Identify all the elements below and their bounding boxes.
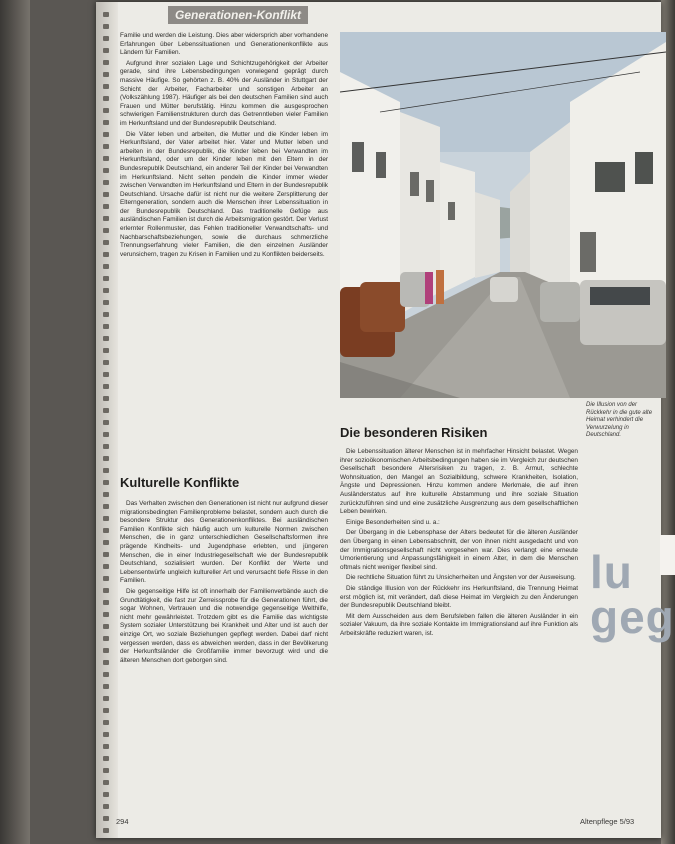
binder-mark <box>103 312 109 317</box>
paragraph: Der Übergang in die Lebensphase der Alters bedeutet für die älteren Ausländer den Übergang in einen Lebensabschnitt, der von ihnen nicht ausgedacht und von der Immigrationsgesellschaft nicht vorgesehen war. Dies verlangt eine erneute Umorientierung und Anpassungsfähigkeit in einem Alter, in dem die Menschen oftmals nicht weniger flexibel sind. <box>340 529 578 571</box>
binder-mark <box>103 492 109 497</box>
right-column-body <box>340 448 578 640</box>
binder-mark <box>103 240 109 245</box>
binder-mark <box>103 420 109 425</box>
binder-mark <box>103 12 109 17</box>
binder-mark <box>103 588 109 593</box>
binder-mark <box>103 648 109 653</box>
binder-mark <box>103 72 109 77</box>
heading-kulturelle-konflikte: Kulturelle Konflikte <box>120 475 240 490</box>
paragraph: Familie und werden die Leistung. Dies aber widersprich aber vorhandene Erfahrungen über Lebenssituationen und Generationenkonflikte aus Ländern für Familien. <box>120 32 328 57</box>
binder-mark <box>103 540 109 545</box>
binder-mark <box>103 360 109 365</box>
binder-mark <box>103 684 109 689</box>
binder-mark <box>103 552 109 557</box>
binder-mark <box>103 180 109 185</box>
binder-mark <box>103 60 109 65</box>
binder-mark <box>103 108 109 113</box>
binder-mark <box>103 216 109 221</box>
binder-mark <box>103 744 109 749</box>
street-photo-illustration <box>340 32 666 398</box>
binder-mark <box>103 480 109 485</box>
binder-mark <box>103 732 109 737</box>
binder-strip <box>96 2 118 838</box>
binder-mark <box>103 756 109 761</box>
binder-mark <box>103 48 109 53</box>
binder-mark <box>103 780 109 785</box>
binder-mark <box>103 156 109 161</box>
paragraph: Die gegenseitige Hilfe ist oft innerhalb der Familienverbände auch die Grundtätigkeit, die fast zur Zerreissprobe für die Generationen führt, die sogar Wohnen, Vertrauen und die notwendige gegenseitige Welthilfe, nicht mehr gewährleistet. Trotzdem gibt es die Familie das wichtigste System sozialer Unterstützung bei Krankheit und Alter und ist auch der einzige Ort, wo soziale Beziehungen gepflegt werden. Dabei darf nicht vergessen werden, dass es abweichen werden, dass in der Bevölkerung der Herkunftsländer die Großfamilie immer bevorzugt wird und die älteren Menschen dort geborgen sind. <box>120 587 328 664</box>
adjacent-page-text-line2: geg <box>590 591 675 643</box>
binder-mark <box>103 456 109 461</box>
paragraph: Die rechtliche Situation führt zu Unsicherheiten und Ängsten vor der Ausweisung. <box>346 574 576 582</box>
binder-mark <box>103 804 109 809</box>
binder-mark <box>103 528 109 533</box>
adjacent-page-edge <box>660 535 675 575</box>
binder-mark <box>103 516 109 521</box>
photo-caption: Die Illusion von der Rückkehr in die gute alte Heimat verhindert die Verwurzelung in Deutschland. <box>586 402 653 438</box>
binder-mark <box>103 84 109 89</box>
binder-mark <box>103 120 109 125</box>
binder-mark <box>103 288 109 293</box>
binder-mark <box>103 36 109 41</box>
street-photo <box>340 32 666 398</box>
paragraph: Mit dem Ausscheiden aus dem Berufsleben fallen die älteren Ausländer in ein sozialer Vakuum, da ihre soziale Kontakte im Immigrationsland auf ihre Funktion als Arbeitskräfte reduziert waren, ist. <box>340 612 578 637</box>
binder-mark <box>103 504 109 509</box>
binder-mark <box>103 696 109 701</box>
binder-mark <box>103 324 109 329</box>
binder-mark <box>103 396 109 401</box>
binder-mark <box>103 576 109 581</box>
binder-mark <box>103 96 109 101</box>
paragraph: Die Väter leben und arbeiten, die Mutter und die Kinder leben im Herkunftsland, der Vater arbeitet hier. Vater und Mutter leben und arbeiten in der Bundesrepublik, die Kinder leben bei Verwandten im Herkunftsland, oder um der Kinder leben mit den Eltern in der Bundesrepublik Deutschland, ein anderer Teil der Kinder bei Verwandten im Herkunftsland. Nicht selten pendeln die Kinder immer wieder zwischen Verwandten im Herkunftsland und Eltern in der Bundesrepublik Deutschland. Ursache dafür ist nicht nur die weitere Zersplitterung der Elterngeneration, sondern auch die Menschen ihrer Lebenssituation in der Bundesrepublik Deutschland. Das traditionelle Gefüge aus ausländischen Familien ist durch die Arbeitsmigration gestört. Der Verlust erlernter Rollenmuster, das Fehlen traditioneller Verwandtschafts- und Nachbarschaftsbeziehungen, sowie die durchaus schmerzliche Trennungserfahrung vieler Familien, die den einzelnen Ausländer verunsichern, tragen zu Krisen in Familien und zu Konflikten beiderseits. <box>120 130 328 258</box>
binder-mark <box>103 252 109 257</box>
binder-mark <box>103 564 109 569</box>
binder-mark <box>103 624 109 629</box>
binder-mark <box>103 132 109 137</box>
heading-besondere-risiken: Die besonderen Risiken <box>340 425 488 440</box>
binder-mark <box>103 636 109 641</box>
binder-mark <box>103 300 109 305</box>
paragraph: Aufgrund ihrer sozialen Lage und Schichtzugehörigkeit der Arbeiter gerade, sind ihre Lebensbedingungen vorwiegend geprägt durch massive Häufige. So gehörten z. B. 40% der Ausländer in Stuttgart der Schicht der Arbeiter, Facharbeiter und sonstigen Arbeiter an (Volkszählung 1987). Häufiger als bei den deutschen Familien sind auch Frauen und Mütter berufstätig. Hinzu kommen die ausgesprochen schwierigen Familienstrukturen durch das Getrenntleben vieler Familien im Herkunftsland und der Bundesrepublik Deutschland. <box>120 59 328 127</box>
binder-mark <box>103 276 109 281</box>
binder-mark <box>103 192 109 197</box>
paragraph: Einige Besonderheiten sind u. a.: <box>346 518 440 526</box>
binder-mark <box>103 372 109 377</box>
binder-mark <box>103 24 109 29</box>
paragraph: Die Lebenssituation älterer Menschen ist in mehrfacher Hinsicht belastet. Wegen ihrer sozioökonomischen Arbeitsbedingungen haben sie im Vergleich zur deutschen Gesellschaft besondere Altersrisiken zu tragen, z. B. Armut, schlechte Wohnsituation, den Mangel an Sozialbildung, schwere Krankheiten, Isolation, Ängste und Depressionen. Hinzu kommen andere Merkmale, die auf ihren Ausländerstatus auf ihre kulturelle Abstammung und ihre soziale Situation zurückzuführen sind und eine zusätzliche Ausgrenzung aus dem gesellschaftlichen Leben bewirken. <box>340 448 578 516</box>
binder-mark <box>103 408 109 413</box>
binder-mark <box>103 612 109 617</box>
binder-mark <box>103 228 109 233</box>
page-number: 294 <box>116 817 129 826</box>
background-left-edge <box>0 0 30 844</box>
binder-mark <box>103 264 109 269</box>
binder-mark <box>103 384 109 389</box>
left-column-body <box>120 500 328 667</box>
binder-mark <box>103 828 109 833</box>
adjacent-page-text-line1: lu <box>590 546 633 598</box>
binder-mark <box>103 168 109 173</box>
binder-mark <box>103 348 109 353</box>
binder-mark <box>103 768 109 773</box>
binder-mark <box>103 336 109 341</box>
binder-mark <box>103 144 109 149</box>
paragraph: Die ständige Illusion von der Rückkehr ins Herkunftsland, die Trennung Heimat erst möglich ist, mit verändert, daß diese Heimat im Vergleich zu den Änderungen der Bundesrepublik Deutschland bleibt. <box>340 584 578 610</box>
binder-mark <box>103 432 109 437</box>
binder-mark <box>103 816 109 821</box>
publication-name: Altenpflege 5/93 <box>580 817 635 826</box>
paragraph: Das Verhalten zwischen den Generationen ist nicht nur aufgrund dieser migrationsbedingten Familienprobleme belastet, sondern auch durch die besondere Struktur des Generationenkonfliktes. Bei ausländischen Familien Konflikte sich häufig auch um kulturelle Normen zwischen Menschen, die in ganz unterschiedlichen Gesellschaftsformen ihre prägende Kindheits- und Jugendphase erlebten, und jüngeren Menschen, die in einer Industriegesellschaft wie der Bundesrepublik Deutschland, sozialisiert wurden. Der Konflikt der Werte und Lebensentwürfe ungleich kultureller Art und verursacht tiefe Risse in den Familien. <box>120 500 328 585</box>
binder-mark <box>103 708 109 713</box>
binder-mark <box>103 204 109 209</box>
binder-mark <box>103 600 109 605</box>
binder-mark <box>103 444 109 449</box>
binder-mark <box>103 720 109 725</box>
binder-mark <box>103 792 109 797</box>
binder-mark <box>103 660 109 665</box>
left-column-intro <box>120 32 328 261</box>
binder-mark <box>103 672 109 677</box>
section-tag: Generationen-Konflikt <box>168 6 308 24</box>
binder-mark <box>103 468 109 473</box>
